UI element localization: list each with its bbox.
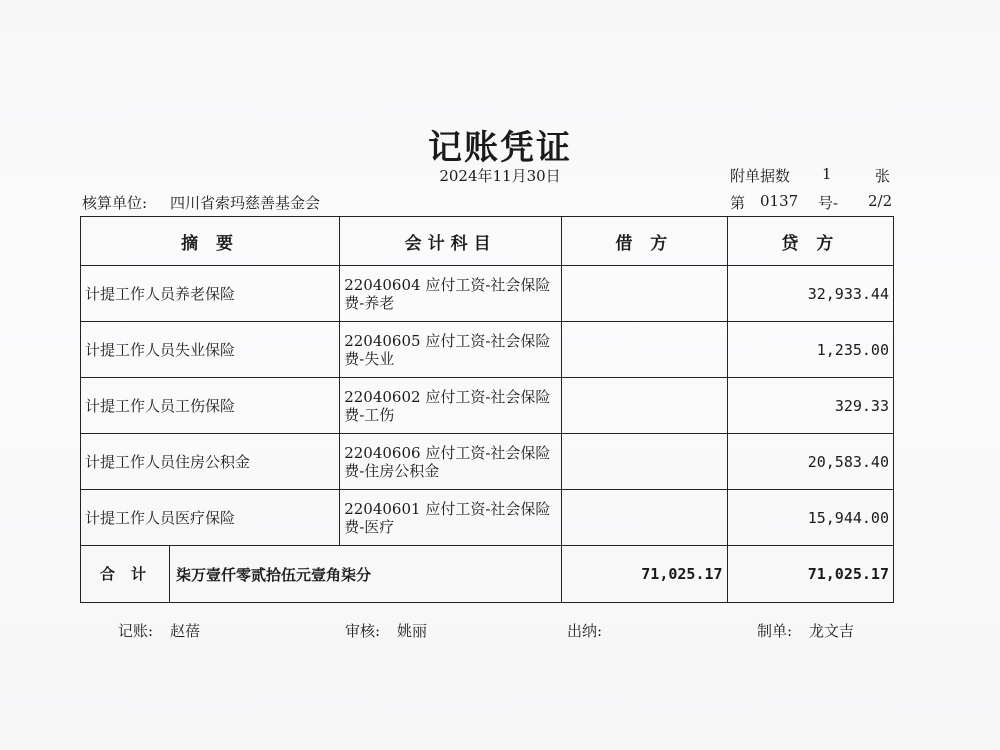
voucher-number: 0137 [760,192,799,210]
voucher-date: 2024年11月30日 [439,167,561,185]
row-summary: 计提工作人员医疗保险 [81,490,340,546]
table-row [81,434,894,490]
row-credit: 32,933.44 [727,266,893,322]
row-subject [340,322,562,378]
row-credit: 15,944.00 [727,490,893,546]
row-debit [562,266,727,322]
total-credit: 71,025.17 [727,546,893,603]
voucher-page: 2/2 [868,192,893,210]
subject-line: 费-养老 [344,293,395,312]
total-amount-in-words: 柒万壹仟零贰拾伍元壹角柒分 [176,565,372,584]
table-row [81,266,894,322]
attachments-label: 附单据数 [730,167,791,185]
subject-line: 费-失业 [344,349,395,368]
header-debit: 借 方 [562,217,727,266]
header-summary: 摘 要 [81,217,340,266]
subject-line: 22040602 应付工资-社会保险 [344,387,551,406]
subject-line: 22040606 应付工资-社会保险 [344,443,551,462]
row-credit: 329.33 [727,378,893,434]
subject-line: 22040605 应付工资-社会保险 [344,331,551,350]
voucher-number-prefix: 第 [730,194,746,212]
total-cell [81,546,562,603]
row-debit [562,490,727,546]
reviewer-label: 审核: [345,622,381,640]
row-subject [340,490,562,546]
subject-line: 费-工伤 [344,405,395,424]
bookkeeper-name: 赵蓓 [170,622,201,640]
row-credit: 1,235.00 [727,322,893,378]
attachments-unit: 张 [875,167,891,185]
total-debit: 71,025.17 [562,546,727,603]
bookkeeper-label: 记账: [118,622,154,640]
header-subject: 会计科目 [340,217,562,266]
reviewer-name: 姚丽 [397,622,428,640]
row-debit [562,434,727,490]
subject-line: 22040604 应付工资-社会保险 [344,275,551,294]
row-debit [562,322,727,378]
subject-line: 费-住房公积金 [344,461,440,480]
voucher-number-suffix: 号- [818,194,839,212]
total-row [81,546,894,603]
unit-name: 四川省索玛慈善基金会 [170,194,321,212]
preparer-label: 制单: [757,622,793,640]
voucher-title: 记账凭证 [428,128,572,168]
subject-line: 费-医疗 [344,517,395,536]
table-row [81,378,894,434]
row-subject [340,266,562,322]
row-summary: 计提工作人员失业保险 [81,322,340,378]
voucher-table [80,216,894,603]
table-row [81,490,894,546]
row-summary: 计提工作人员工伤保险 [81,378,340,434]
row-summary: 计提工作人员住房公积金 [81,434,340,490]
row-summary: 计提工作人员养老保险 [81,266,340,322]
row-subject [340,378,562,434]
cashier-label: 出纳: [567,622,603,640]
total-label: 合计 [81,546,170,602]
header-credit: 贷 方 [727,217,893,266]
table-header-row [81,217,894,266]
row-credit: 20,583.40 [727,434,893,490]
row-subject [340,434,562,490]
row-debit [562,378,727,434]
table-row [81,322,894,378]
unit-label: 核算单位: [82,194,148,212]
subject-line: 22040601 应付工资-社会保险 [344,499,551,518]
attachments-count: 1 [822,165,832,183]
preparer-name: 龙文吉 [809,622,855,640]
